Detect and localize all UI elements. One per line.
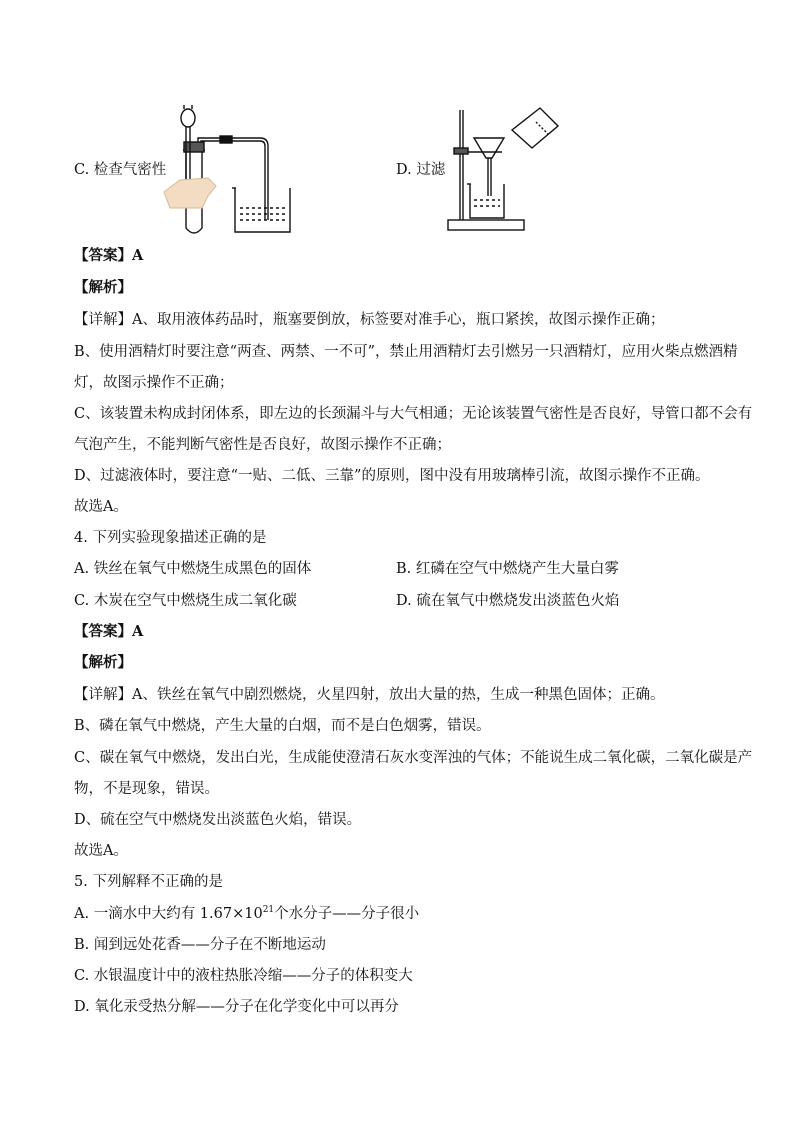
q3-detail-line: 【详解】A、取用液体药品时，瓶塞要倒放，标签要对准手心，瓶口紧挨，故图示操作正确；: [74, 312, 665, 328]
q4-detail-line: B、磷在氧气中燃烧，产生大量的白烟，而不是白色烟雾，错误。: [74, 718, 491, 734]
q5-option-a-exponent: 21: [262, 905, 275, 916]
q3-analysis-heading: 【解析】: [74, 279, 132, 296]
q3-detail-line: 灯，故图示操作不正确；: [74, 375, 234, 391]
q3-detail-line: B、使用酒精灯时要注意“两查、两禁、一不可”，禁止用酒精灯去引燃另一只酒精灯，应用火柴点燃酒精: [74, 344, 738, 360]
q5-option-a: [74, 904, 419, 924]
q4-detail-line: 物，不是现象，错误。: [74, 781, 219, 797]
q5-option-c: C. 水银温度计中的液柱热胀冷缩——分子的体积变大: [74, 968, 413, 984]
q5-option-d: D. 氧化汞受热分解——分子在化学变化中可以再分: [74, 999, 399, 1015]
q3-detail-line: C、该装置未构成封闭体系，即左边的长颈漏斗与大气相通；无论该装置气密性是否良好，导管口都不会有: [74, 406, 753, 422]
q4-option-d: D. 硫在氧气中燃烧发出淡蓝色火焰: [396, 593, 620, 609]
q3-detail-line: D、过滤液体时，要注意“一贴、二低、三靠”的原则，图中没有用玻璃棒引流，故图示操作不正确。: [74, 468, 710, 484]
option-d-label: D. 过滤: [396, 162, 446, 178]
q4-option-c: C. 木炭在空气中燃烧生成二氧化碳: [74, 593, 297, 609]
q4-conclusion: 故选A。: [74, 843, 128, 859]
q4-option-a: A. 铁丝在氧气中燃烧生成黑色的固体: [74, 561, 312, 577]
q5-option-a-text: A. 一滴水中大约有 1.67×10: [74, 906, 263, 922]
q5-option-a-text-end: 个水分子——分子很小: [274, 906, 420, 922]
q4-detail-line: D、硫在空气中燃烧发出淡蓝色火焰，错误。: [74, 812, 362, 828]
option-c-label: C. 检查气密性: [74, 162, 167, 178]
q4-detail-line: 【详解】A、铁丝在氧气中剧烈燃烧，火星四射，放出大量的热，生成一种黑色固体；正确。: [74, 687, 665, 703]
q4-stem: 4. 下列实验现象描述正确的是: [74, 530, 267, 546]
q5-stem: 5. 下列解释不正确的是: [74, 874, 223, 890]
q3-answer: 【答案】A: [74, 247, 144, 264]
q5-option-b: B. 闻到远处花香——分子在不断地运动: [74, 937, 326, 953]
airtightness-check-figure: [150, 100, 310, 240]
q3-conclusion: 故选A。: [74, 499, 128, 515]
q4-option-b: B. 红磷在空气中燃烧产生大量白雾: [396, 561, 619, 577]
q4-analysis-heading: 【解析】: [74, 654, 132, 671]
q4-detail-line: C、碳在氧气中燃烧，发出白光，生成能使澄清石灰水变浑浊的气体；不能说生成二氧化碳，二氧化碳是产: [74, 750, 753, 766]
q3-detail-line: 气泡产生，不能判断气密性是否良好，故图示操作不正确；: [74, 437, 451, 453]
filtration-figure: [440, 100, 570, 235]
q4-answer: 【答案】A: [74, 623, 144, 640]
